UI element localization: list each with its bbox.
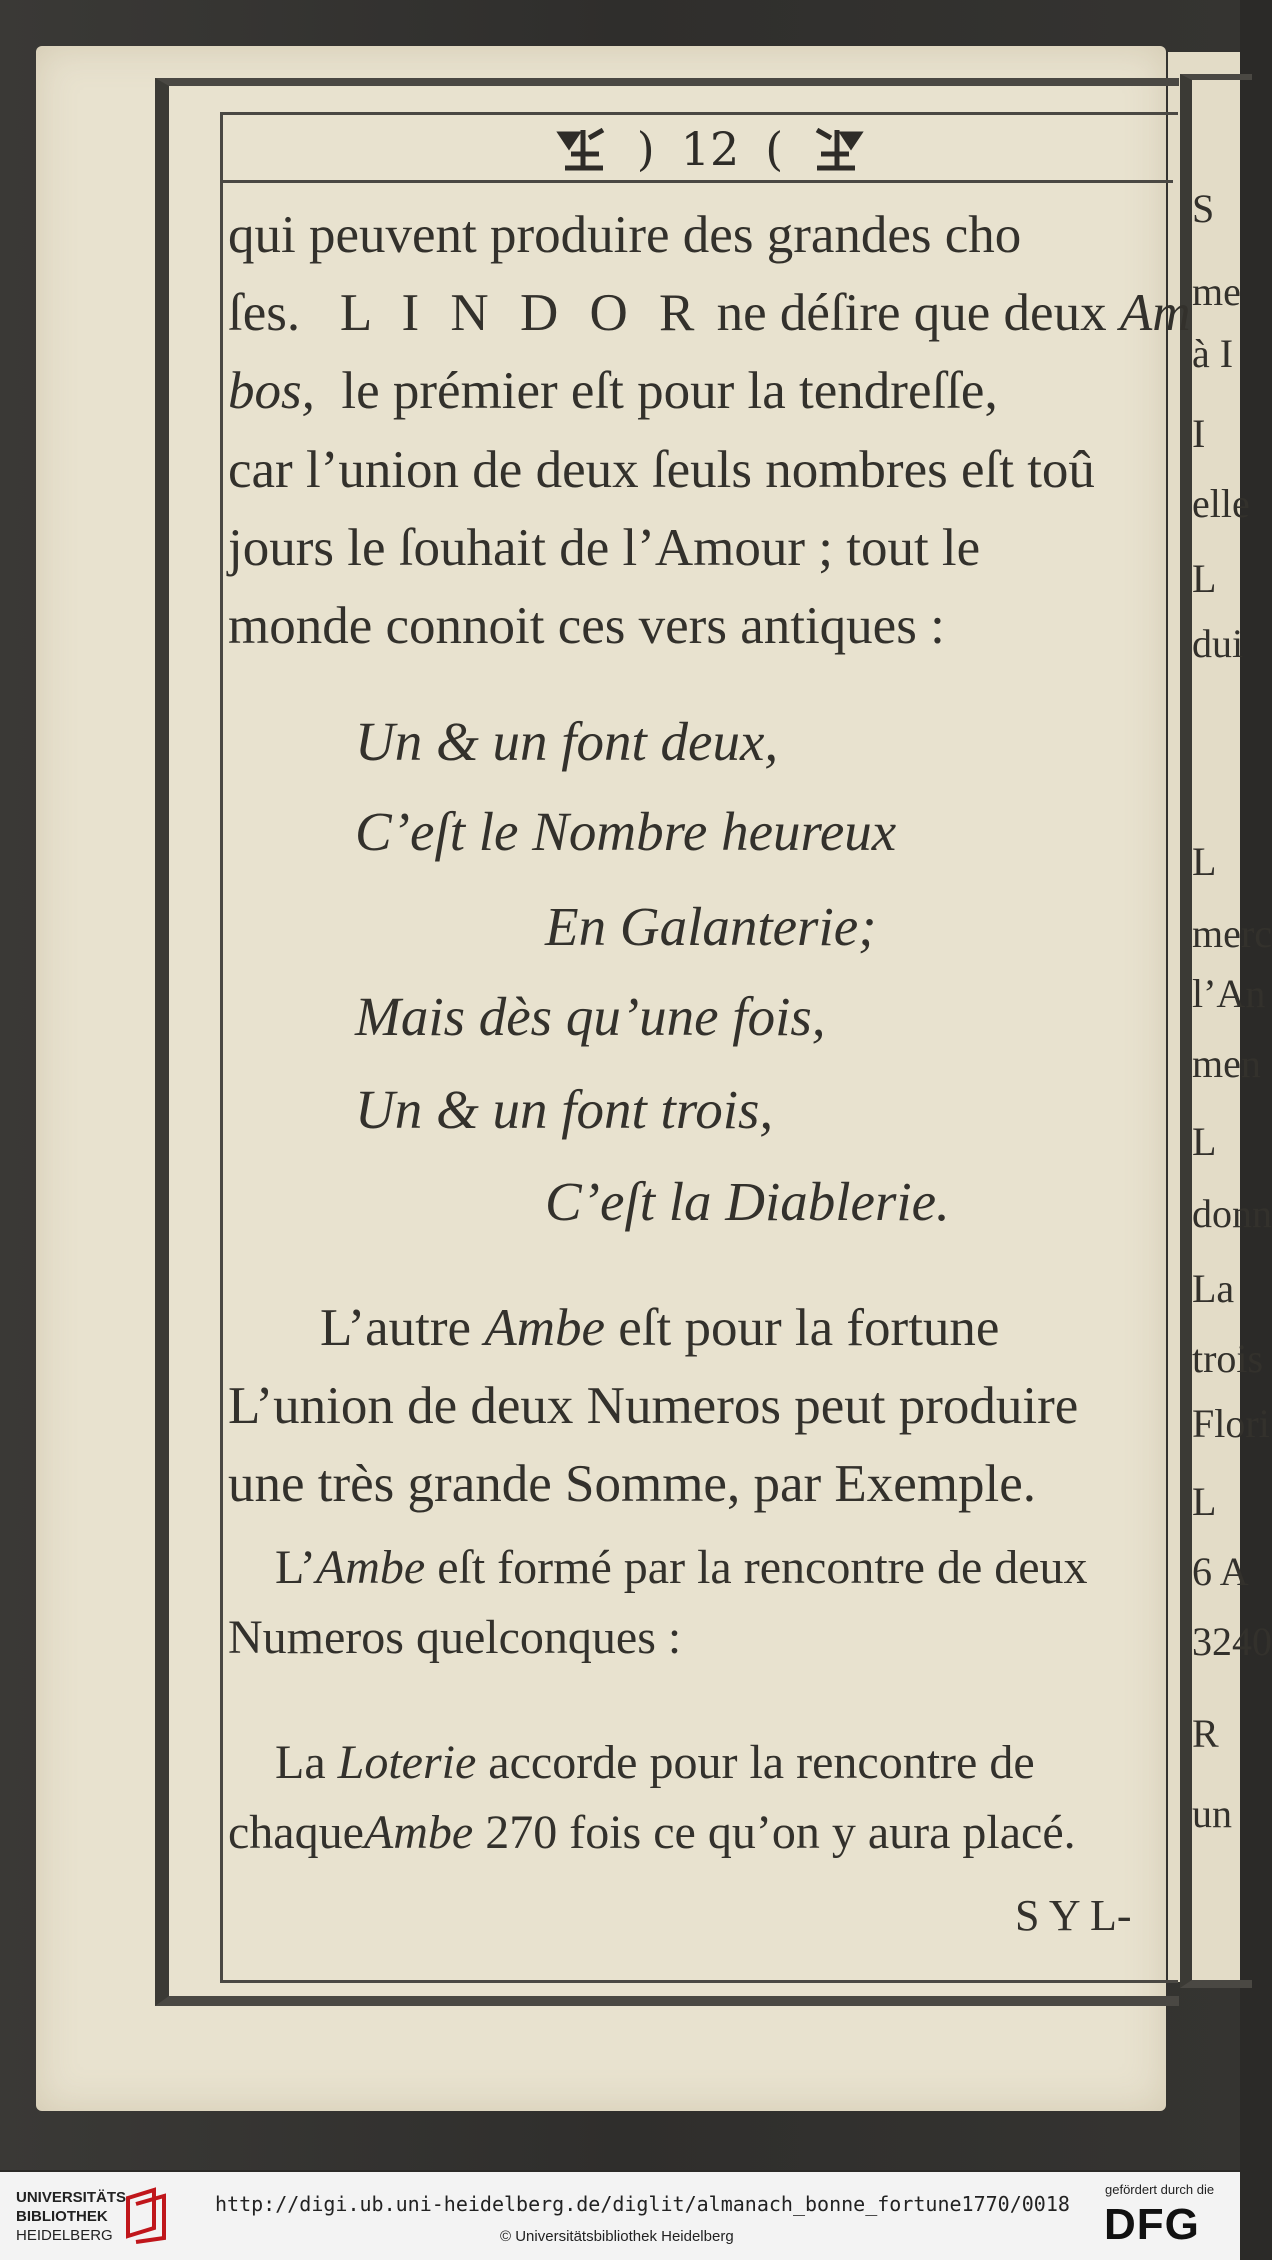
verse-line: En Galanterie; xyxy=(545,896,877,957)
institution-line: BIBLIOTHEK xyxy=(16,2208,108,2225)
next-page-fragment: donn xyxy=(1192,1191,1272,1236)
text-fragment: L’ xyxy=(275,1541,316,1594)
text-fragment-italic: Loterie xyxy=(337,1736,477,1789)
next-page-fragment: un xyxy=(1192,1791,1232,1836)
page-number: 12 xyxy=(680,122,740,176)
fleuron-right-icon xyxy=(809,124,865,174)
text-line: car l’union de deux ſeuls nombres eſt toû xyxy=(228,441,1095,499)
next-page-fragment: Flori xyxy=(1192,1401,1270,1446)
text-fragment-italic: Ambe xyxy=(484,1299,606,1357)
text-fragment-italic: Am xyxy=(1119,284,1191,342)
text-line: qui peuvent produire des grandes cho xyxy=(228,206,1022,264)
text-fragment: accorde pour la rencontre de xyxy=(488,1736,1035,1789)
text-line xyxy=(320,1298,999,1358)
text-line xyxy=(228,361,998,421)
copyright-notice: © Universitätsbibliothek Heidelberg xyxy=(500,2228,734,2245)
permalink-url[interactable]: http://digi.ub.uni-heidelberg.de/diglit/almanach_bonne_fortune1770/0018 xyxy=(215,2192,1070,2216)
header-mark-left: ) xyxy=(636,122,655,176)
text-fragment: le prémier eſt pour la tendreſſe, xyxy=(341,362,998,420)
text-line: jours le ſouhait de l’Amour ; tout le xyxy=(228,519,981,577)
text-fragment: eſt pour la fortune xyxy=(618,1299,1000,1357)
running-header xyxy=(480,118,940,180)
next-page-fragment: 6 A xyxy=(1192,1549,1249,1594)
next-page-fragment: L xyxy=(1192,556,1217,601)
next-page-fragment: l’An xyxy=(1192,971,1266,1016)
institution-line: UNIVERSITÄTS- xyxy=(16,2189,132,2206)
text-line xyxy=(228,283,1191,343)
text-fragment: ne déſire que deux xyxy=(716,284,1107,342)
funding-note: gefördert durch die xyxy=(1105,2182,1215,2197)
header-rule xyxy=(223,180,1173,183)
header-mark-right: ( xyxy=(765,122,784,176)
text-fragment-italic: Ambe xyxy=(315,1541,426,1594)
verse-line: Un & un font trois, xyxy=(355,1079,774,1140)
text-fragment: La xyxy=(275,1736,326,1789)
next-page-fragment: La xyxy=(1192,1266,1235,1311)
next-page-fragment: L xyxy=(1192,1479,1217,1524)
next-page-fragment: me xyxy=(1192,269,1241,314)
next-page-fragment: men xyxy=(1192,1041,1261,1086)
text-line xyxy=(275,1735,1035,1790)
text-line: L’union de deux Numeros peut produire xyxy=(228,1377,1079,1435)
next-page-fragment: I xyxy=(1192,411,1206,456)
institution-line: HEIDELBERG xyxy=(16,2227,113,2244)
text-line xyxy=(275,1540,1088,1595)
institution-name xyxy=(16,2188,131,2245)
catchword: S Y L- xyxy=(1015,1891,1132,1940)
next-page-fragment: L xyxy=(1192,1119,1217,1164)
text-line: une très grande Somme, par Exemple. xyxy=(228,1455,1036,1513)
dfg-logo: DFG xyxy=(1104,2200,1200,2249)
text-fragment: ſes. xyxy=(228,284,301,342)
next-page-fragment: trois xyxy=(1192,1336,1264,1381)
text-fragment-italic: bos, xyxy=(228,362,315,420)
fleuron-left-icon xyxy=(555,124,611,174)
next-page-fragment: dui xyxy=(1192,621,1244,666)
text-fragment: L’autre xyxy=(320,1299,472,1357)
next-page-fragment: L xyxy=(1192,839,1217,884)
text-fragment: 270 fois ce qu’on y aura placé. xyxy=(485,1806,1076,1859)
text-line: monde connoit ces vers antiques : xyxy=(228,597,945,655)
text-fragment-italic: Ambe xyxy=(363,1806,474,1859)
verse-line: Mais dès qu’une fois, xyxy=(355,986,826,1047)
university-logo-icon xyxy=(124,2188,170,2244)
next-page-fragment: S xyxy=(1192,186,1215,231)
next-page-fragment: à I xyxy=(1192,331,1234,376)
verse-line: Un & un font deux, xyxy=(355,711,779,772)
next-page-fragment: elle xyxy=(1192,481,1250,526)
name-lindor: L I N D O R xyxy=(339,284,704,342)
viewer-footer xyxy=(0,2172,1240,2260)
next-page-fragment: merc xyxy=(1192,911,1272,956)
text-line xyxy=(228,1805,1076,1860)
verse-line: C’eſt la Diablerie. xyxy=(545,1171,950,1232)
text-fragment: eſt formé par la rencontre de deux xyxy=(437,1541,1088,1594)
text-line: Numeros quelconques : xyxy=(228,1611,682,1664)
verse-line: C’eſt le Nombre heureux xyxy=(355,801,897,862)
next-page-fragment: R xyxy=(1192,1711,1219,1756)
text-fragment: chaque xyxy=(228,1806,364,1859)
next-page-fragment: 3240 xyxy=(1192,1619,1272,1664)
